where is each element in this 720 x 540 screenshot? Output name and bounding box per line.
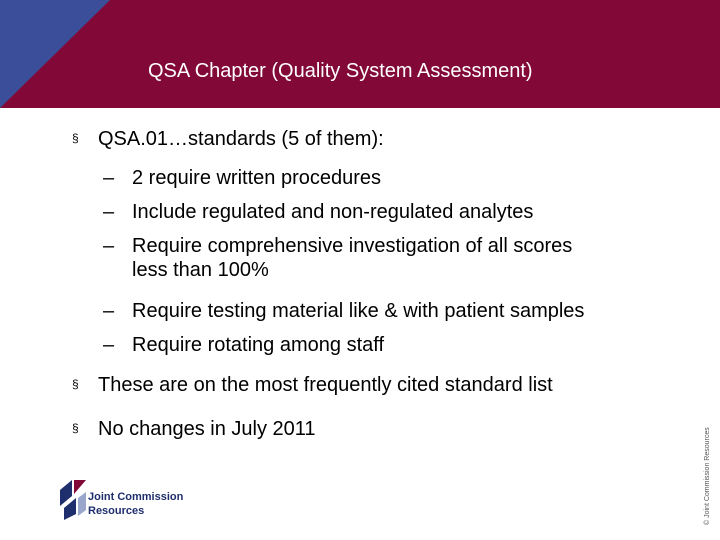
sub-bullet-item bbox=[103, 299, 584, 323]
copyright-notice: © Joint Commission Resources bbox=[704, 427, 711, 525]
bullet-item bbox=[72, 418, 316, 441]
sub-bullet-marker: – bbox=[103, 167, 115, 189]
bullet-marker: § bbox=[72, 131, 79, 145]
bullet-text: QSA.01…standards (5 of them): bbox=[98, 128, 384, 150]
sub-bullet-text-line-2: less than 100% bbox=[132, 259, 269, 281]
bullet-text: No changes in July 2011 bbox=[98, 418, 316, 440]
sub-bullet-marker: – bbox=[103, 334, 115, 356]
sub-bullet-marker: – bbox=[103, 201, 115, 223]
bullet-item bbox=[72, 374, 553, 397]
bullet-marker: § bbox=[72, 377, 79, 391]
bullet-item bbox=[72, 128, 384, 151]
sub-bullet-item bbox=[103, 166, 381, 190]
slide-title: QSA Chapter (Quality System Assessment) bbox=[148, 60, 533, 82]
sub-bullet-text: Require rotating among staff bbox=[132, 334, 385, 356]
sub-bullet-item bbox=[103, 333, 384, 357]
sub-bullet-marker: – bbox=[103, 300, 115, 322]
joint-commission-logo-icon bbox=[58, 478, 88, 522]
bullet-marker: § bbox=[72, 421, 79, 435]
logo-text-line-1: Joint Commission bbox=[88, 491, 184, 503]
sub-bullet-text: Include regulated and non-regulated analytes bbox=[132, 201, 534, 223]
joint-commission-logo bbox=[58, 478, 198, 522]
bullet-text: These are on the most frequently cited standard list bbox=[98, 374, 553, 396]
sub-bullet-item bbox=[103, 200, 533, 224]
logo-text-line-2: Resources bbox=[88, 505, 145, 517]
sub-bullet-item bbox=[103, 234, 572, 282]
sub-bullet-text: 2 require written procedures bbox=[132, 167, 382, 189]
sub-bullet-text: Require testing material like & with patient samples bbox=[132, 300, 585, 322]
sub-bullet-marker: – bbox=[103, 235, 115, 257]
sub-bullet-text-line-1: Require comprehensive investigation of all scores bbox=[132, 235, 573, 257]
